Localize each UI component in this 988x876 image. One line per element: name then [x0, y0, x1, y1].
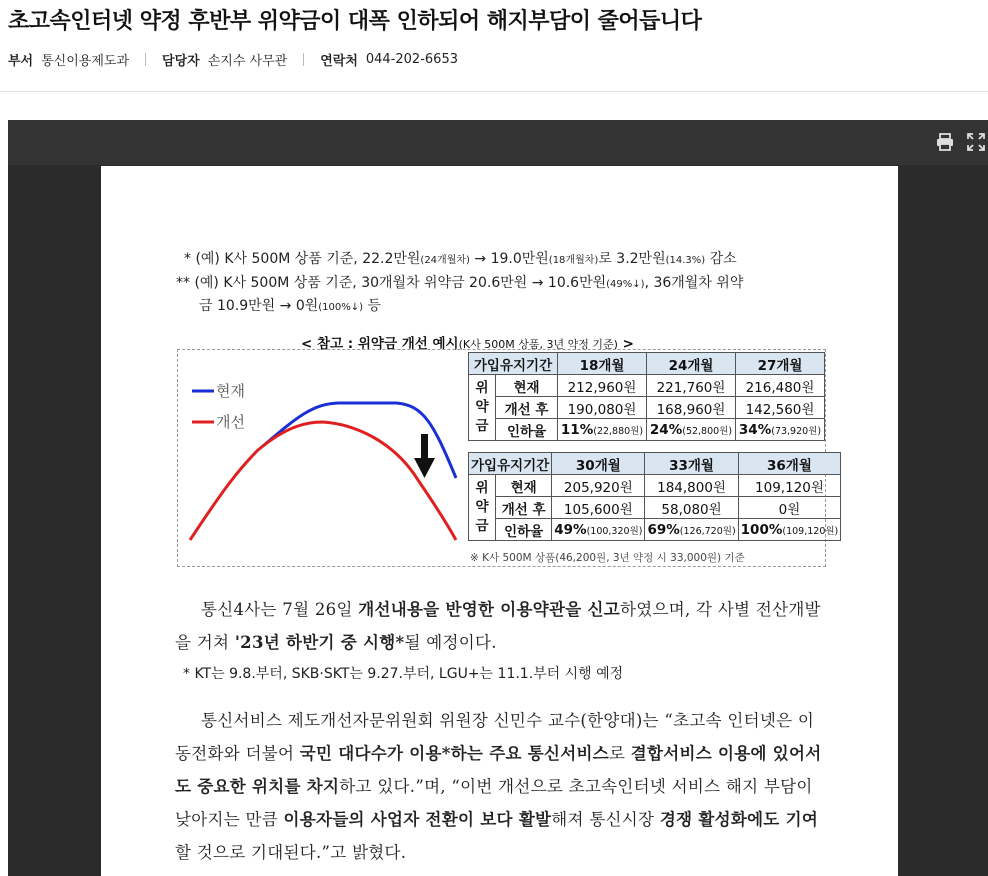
text-segment: (49%↓) [606, 279, 645, 290]
text-segment: (24개월차) [420, 255, 470, 266]
text-segment: 69% [647, 521, 680, 538]
contact-label: 연락처 [320, 54, 358, 69]
row-label: 개선 후 [496, 397, 558, 419]
legend-current-label: 현재 [216, 382, 245, 400]
text-segment: ** (예) K사 500M 상품 기준, 30개월차 위약금 20.6만원 → 10.6만원 [176, 275, 607, 291]
page-title: 초고속인터넷 약정 후반부 위약금이 대폭 인하되어 해지부담이 줄어듭니다 [8, 9, 702, 34]
rate-cell [552, 519, 645, 541]
rate-cell [645, 519, 738, 541]
header-divider [0, 91, 988, 92]
reference-figure [177, 349, 839, 567]
text-segment: > [617, 336, 634, 352]
text-segment: 금 10.9만원 → 0원 [199, 298, 319, 314]
text-segment: (K사 500M 상품, 3년 약정 기준) [458, 338, 618, 351]
table-cell: 168,960원 [647, 397, 736, 419]
text-segment: 해져 통신시장 [551, 810, 660, 829]
text-segment: (126,720원) [679, 525, 736, 537]
text-segment: 통신서비스 제도개선자문위원회 위원장 신민수 교수(한양대)는 “초고속 인터넷은 이동전화와 더불어 [175, 711, 815, 763]
note-2-cont [199, 295, 381, 315]
text-segment: 49% [554, 521, 587, 538]
table-header: 18개월 [558, 353, 647, 375]
text-segment: 34% [738, 421, 772, 438]
row-label: 인하율 [496, 419, 558, 441]
text-segment: (22,880원) [593, 425, 644, 437]
table-cell: 0원 [738, 497, 841, 519]
text-segment: → 19.0만원 [469, 251, 549, 267]
text-segment: 24% [649, 421, 683, 438]
note-2 [176, 272, 743, 292]
text-segment: 경쟁 활성화에도 기여 [659, 810, 819, 829]
text-segment: (109,120원) [782, 525, 839, 537]
table-header: 24개월 [647, 353, 736, 375]
penalty-table-2 [468, 452, 841, 541]
divider [303, 53, 304, 66]
text-segment: 국민 대다수가 이용*하는 주요 통신서비스 [299, 744, 609, 763]
text-segment: (73,920원) [771, 425, 822, 437]
print-icon[interactable] [935, 132, 955, 152]
side-label: 위 약 금 [469, 375, 496, 441]
table-header: 30개월 [552, 453, 645, 475]
row-label: 현재 [496, 475, 552, 497]
series-improved-line [190, 422, 456, 540]
table-cell: 184,800원 [645, 475, 738, 497]
text-segment: , 36개월차 위약 [644, 275, 744, 291]
table-cell: 205,920원 [552, 475, 645, 497]
arrow-head [414, 458, 435, 478]
text-segment: 감소 [705, 251, 737, 267]
text-segment: 로 [608, 744, 631, 763]
text-segment: (18개월차) [548, 255, 599, 266]
text-segment: 결합서비스 이용에 있어서도 중요한 위치를 차지 [175, 744, 822, 796]
legend-improved-label: 개선 [216, 413, 245, 431]
text-segment: (14.3%) [665, 255, 706, 266]
table-footnote: ※ K사 500M 상품(46,200원, 3년 약정 시 33,000원) 기준 [470, 552, 745, 564]
table-cell: 105,600원 [552, 497, 645, 519]
text-segment: * (예) K사 500M 상품 기준, 22.2만원 [184, 251, 421, 267]
rate-cell [738, 519, 841, 541]
table-cell: 216,480원 [736, 375, 825, 397]
dept-label: 부서 [8, 54, 34, 69]
fullscreen-icon[interactable] [966, 132, 986, 152]
text-segment: (100%↓) [318, 302, 364, 313]
table-cell: 109,120원 [738, 475, 841, 497]
note-1 [184, 248, 737, 268]
text-segment: 이용자들의 사업자 전환이 보다 활발 [283, 810, 552, 829]
row-label: 현재 [496, 375, 558, 397]
arrow-shaft [421, 434, 428, 460]
row-label: 개선 후 [496, 497, 552, 519]
manager-label: 담당자 [162, 54, 200, 69]
text-segment: '23년 하반기 중 시행* [234, 633, 405, 652]
text-segment: (52,800원) [682, 425, 733, 437]
viewer-toolbar [8, 120, 988, 165]
row-label: 인하율 [496, 519, 552, 541]
text-segment: < 참고 : 위약금 개선 예시 [301, 336, 459, 352]
manager-value: 손지수 사무관 [207, 54, 288, 69]
text-segment: 11% [560, 421, 594, 438]
penalty-table-1 [468, 352, 825, 441]
text-segment: 등 [363, 298, 382, 314]
rate-cell [736, 419, 825, 441]
text-segment: 할 것으로 기대된다.”고 밝혔다. [175, 843, 407, 862]
table-header: 가입유지기간 [469, 353, 558, 375]
paragraph-2 [175, 704, 825, 869]
table-header: 36개월 [738, 453, 841, 475]
table-cell: 142,560원 [736, 397, 825, 419]
dept-value: 통신이용제도과 [41, 54, 130, 69]
table-cell: 58,080원 [645, 497, 738, 519]
rate-cell [647, 419, 736, 441]
paragraph-1 [175, 593, 825, 659]
divider [145, 53, 146, 66]
side-label: 위 약 금 [469, 475, 496, 541]
footnote-schedule: * KT는 9.8.부터, SKB·SKT는 9.27.부터, LGU+는 11.1.부터 시행 예정 [183, 666, 624, 682]
table-cell: 190,080원 [558, 397, 647, 419]
text-segment: 100% [740, 521, 783, 538]
table-header: 가입유지기간 [469, 453, 552, 475]
text-segment: (100,320원) [586, 525, 643, 537]
text-segment: 하고 있다.”며, “이번 개선으로 초고속인터넷 서비스 해지 부담이 낮아지는 만큼 [175, 777, 813, 829]
text-segment: 로 3.2만원 [598, 251, 666, 267]
table-header: 33개월 [645, 453, 738, 475]
document-page [101, 166, 898, 876]
table-cell: 221,760원 [647, 375, 736, 397]
text-segment: 될 예정이다. [404, 633, 497, 652]
table-cell: 212,960원 [558, 375, 647, 397]
text-segment: 하였으며, 각 사별 전산개발을 거쳐 [175, 600, 821, 652]
contact-value: 044-202-6653 [365, 52, 458, 67]
text-segment: 통신4사는 7월 26일 [201, 600, 359, 619]
document-viewer[interactable] [8, 120, 988, 876]
meta-bar [8, 50, 458, 69]
text-segment: 개선내용을 반영한 이용약관을 신고 [358, 600, 620, 619]
rate-cell [558, 419, 647, 441]
table-header: 27개월 [736, 353, 825, 375]
penalty-curve-chart [178, 350, 468, 564]
